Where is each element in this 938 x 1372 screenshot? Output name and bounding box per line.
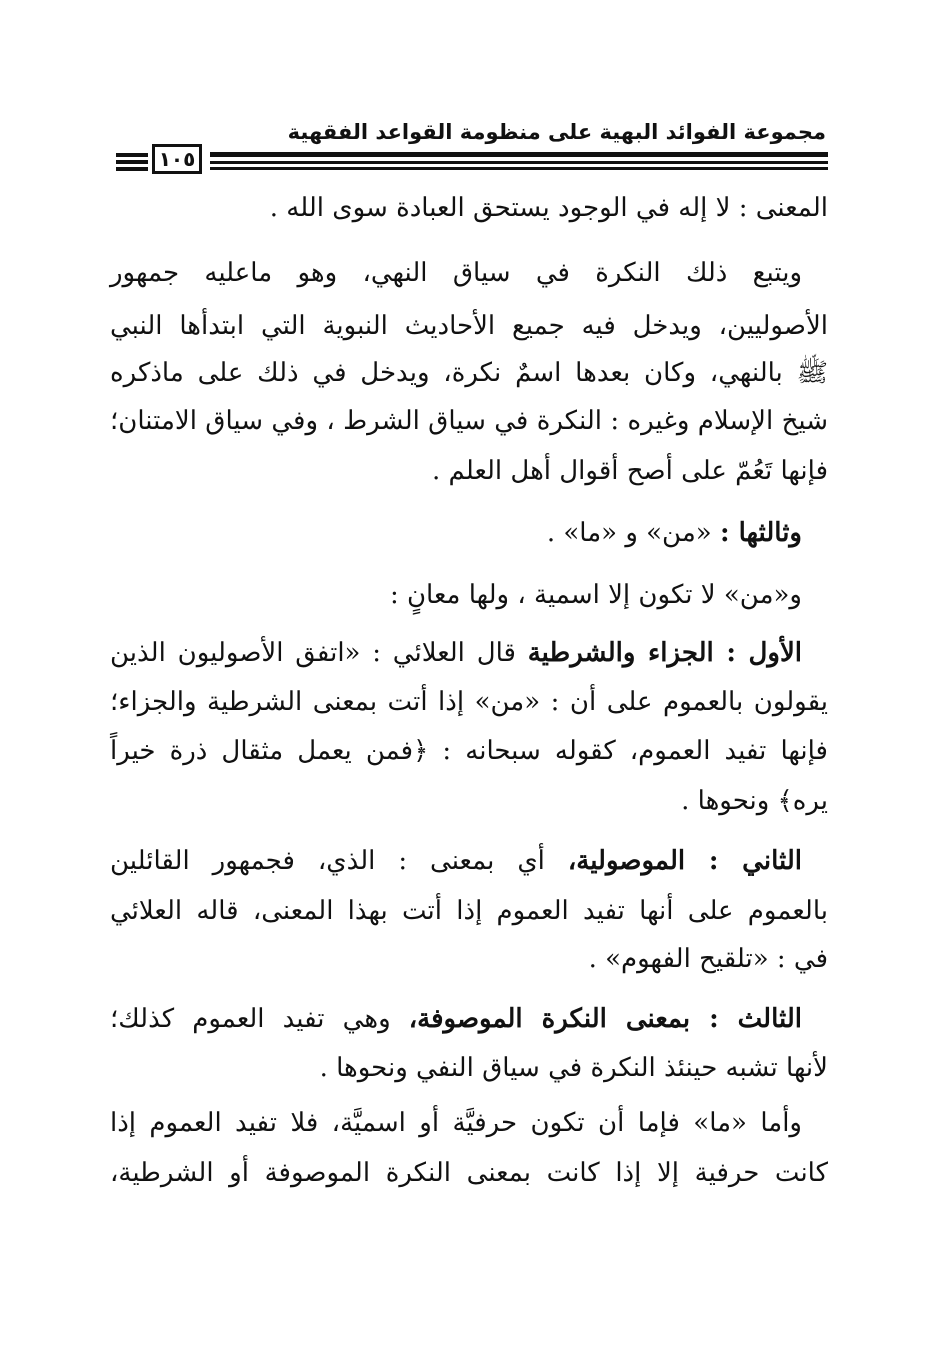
text-line: الثالث : بمعنى النكرة الموصوفة، وهي تفيد العموم كذلك؛ [110,1004,802,1034]
bold-heading: الأول : الجزاء والشرطية [527,638,803,668]
text-line: ويتبع ذلك النكرة في سياق النهي، وهو ماعليه جمهور [110,258,802,288]
header-ornament [116,153,148,174]
text-line: يره﴾ ونحوها . [681,786,828,816]
header-rule [210,161,828,164]
running-header-title: مجموعة الفوائد البهية على منظومة القواعد الفقهية [287,120,826,144]
bold-heading: الثالث : بمعنى النكرة الموصوفة، [408,1004,802,1034]
header-rule [210,167,828,170]
bold-heading: الثاني : الموصولية، [567,846,802,876]
text-line: وثالثها : «من» و «ما» . [546,518,802,548]
header-rule [210,152,828,157]
text-line: ﷺ بالنهي، وكان بعدها اسمٌ نكرة، ويدخل في ذلك على ماذكره [110,358,828,388]
text-line: وأما «ما» فإما أن تكون حرفيَّة أو اسميَّة، فلا تفيد العموم إذا [110,1108,802,1138]
text-line: في : «تلقيح الفهوم» . [588,944,828,974]
text-line: المعنى : لا إله في الوجود يستحق العبادة سوى الله . [269,193,828,223]
text-line: فإنها تَعُمّ على أصح أقوال أهل العلم . [432,456,828,486]
page-number: ١٠٥ [152,144,202,174]
text-line: الأول : الجزاء والشرطية قال العلائي : «اتفق الأصوليون الذين [110,638,803,668]
text-line: الأصوليين، ويدخل فيه جميع الأحاديث النبوية التي ابتدأها النبي [110,311,828,341]
text-line: بالعموم على أنها تفيد العموم إذا أتت بهذا المعنى، قاله العلائي [110,896,828,926]
text-line: شيخ الإسلام وغيره : النكرة في سياق الشرط ، وفي سياق الامتنان؛ [110,406,828,436]
text-line: الثاني : الموصولية، أي بمعنى : الذي، فجمهور القائلين [110,846,802,876]
text-line: يقولون بالعموم على أن : «من» إذا أتت بمعنى الشرطية والجزاء؛ [110,687,828,717]
text-line: لأنها تشبه حينئذ النكرة في سياق النفي ونحوها . [319,1053,828,1083]
text-line: كانت حرفية إلا إذا كانت بمعنى النكرة الموصوفة أو الشرطية، [110,1158,828,1188]
text-line: فإنها تفيد العموم، كقوله سبحانه : ﴿فمن يعمل مثقال ذرة خيراً [110,736,828,766]
text-line: و«من» لا تكون إلا اسمية ، ولها معانٍ : [389,580,802,610]
bold-heading: وثالثها : [719,518,802,548]
